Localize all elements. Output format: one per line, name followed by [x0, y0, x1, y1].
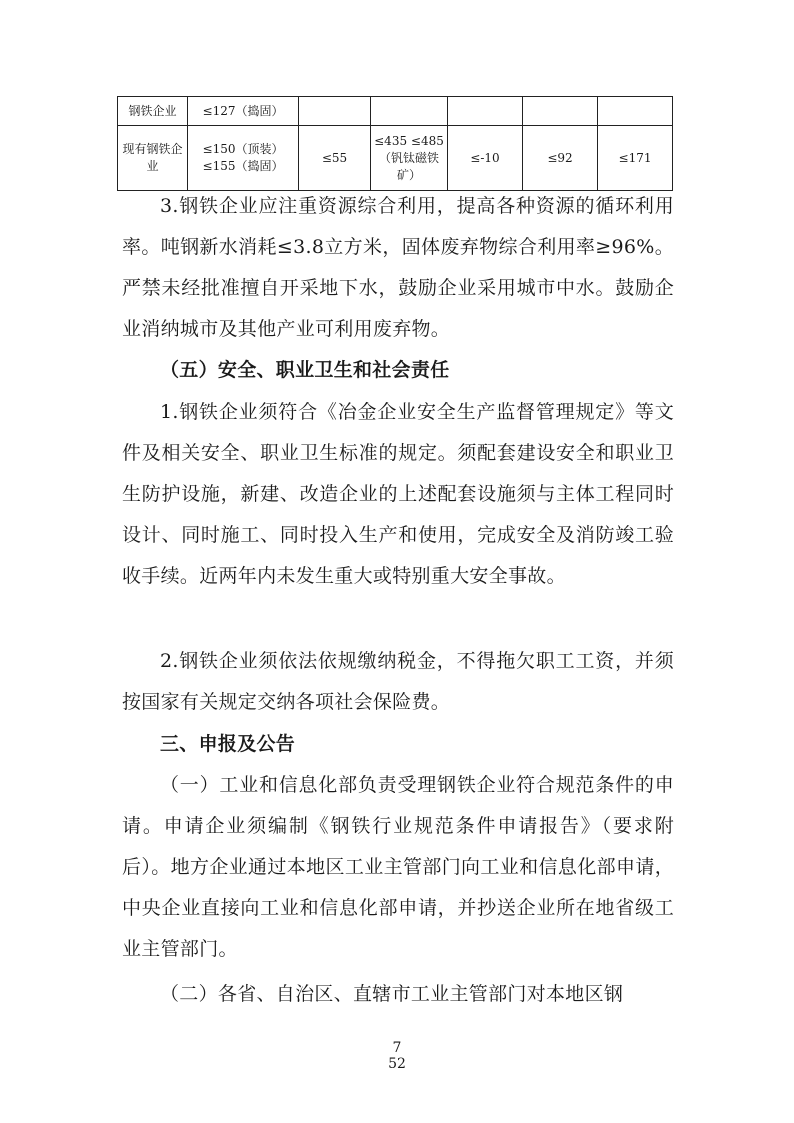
table-cell: ≤55 — [299, 126, 371, 191]
table-cell: ≤435 ≤485（钒钛磁铁矿） — [371, 126, 448, 191]
table-cell: ≤92 — [523, 126, 598, 191]
table-cell: ≤-10 — [448, 126, 523, 191]
paragraph-application-process: （一）工业和信息化部负责受理钢铁企业符合规范条件的申请。申请企业须编制《钢铁行业规范条件申请报告》（要求附后）。地方企业通过本地区工业主管部门向工业和信息化部申请，中央企业直接向工业和信息化部申请，并抄送企业所在地省级工业主管部门。 — [122, 774, 674, 960]
table-cell: ≤127（捣固） — [188, 97, 299, 126]
table-cell: ≤171 — [598, 126, 673, 191]
table-cell — [448, 97, 523, 126]
table-row — [118, 97, 673, 126]
paragraph-provincial-review: （二）各省、自治区、直辖市工业主管部门对本地区钢 — [160, 983, 624, 1005]
row-label: 钢铁企业 — [118, 97, 188, 126]
standards-table — [117, 96, 673, 191]
table-cell — [371, 97, 448, 126]
row-label: 现有钢铁企业 — [118, 126, 188, 191]
section-heading-safety: （五）安全、职业卫生和社会责任 — [160, 359, 450, 381]
section-heading-application: 三、申报及公告 — [160, 733, 296, 755]
page-number: 7 — [392, 1040, 402, 1056]
paragraph-resource-utilization: 3.钢铁企业应注重资源综合利用，提高各种资源的循环利用率。吨钢新水消耗≤3.8立方米，固体废弃物综合利用率≥96%。严禁未经批准擅自开采地下水，鼓励企业采用城市中水。鼓励企业消纳城市及其他产业可利用废弃物。 — [122, 195, 674, 340]
total-page-number: 52 — [388, 1056, 406, 1072]
table-cell — [598, 97, 673, 126]
table-cell — [299, 97, 371, 126]
paragraph-safety-regulations: 1.钢铁企业须符合《冶金企业安全生产监督管理规定》等文件及相关安全、职业卫生标准的规定。须配套建设安全和职业卫生防护设施，新建、改造企业的上述配套设施须与主体工程同时设计、同时施工、同时投入生产和使用，完成安全及消防竣工验收手续。近两年内未发生重大或特别重大安全事故。 — [122, 401, 674, 587]
table-row — [118, 126, 673, 191]
table-cell: ≤150（顶装）≤155（捣固） — [188, 126, 299, 191]
paragraph-tax-obligations: 2.钢铁企业须依法依规缴纳税金，不得拖欠职工工资，并须按国家有关规定交纳各项社会保险费。 — [122, 650, 674, 713]
table-cell — [523, 97, 598, 126]
